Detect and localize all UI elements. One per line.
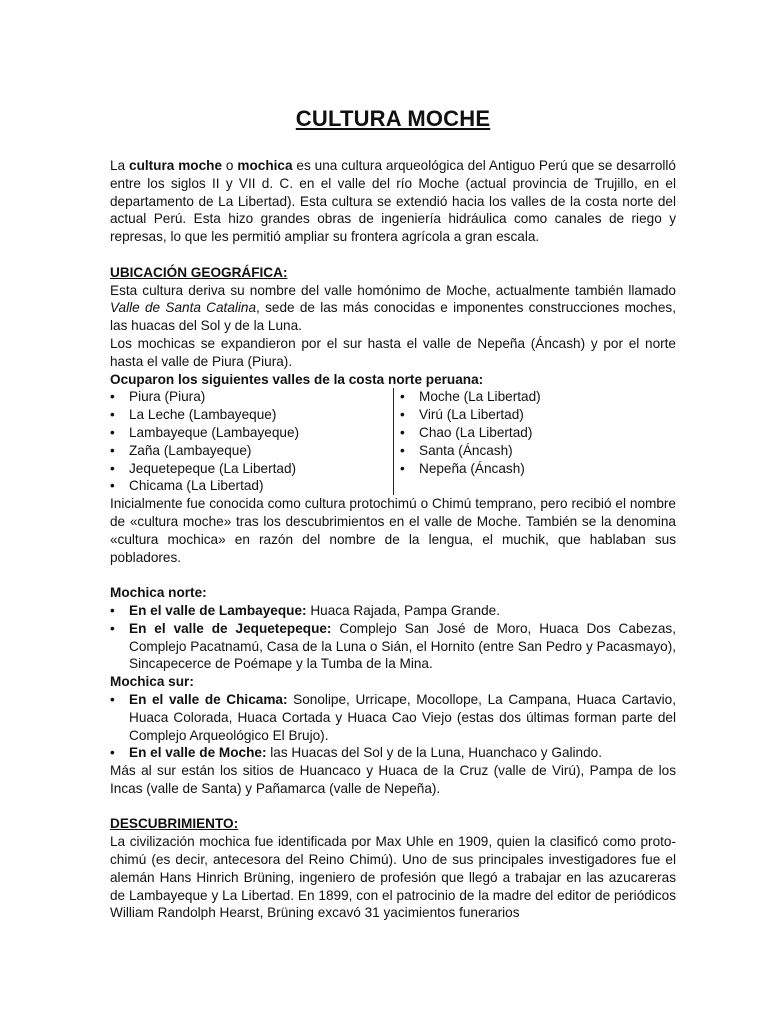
list-item-label: En el valle de Moche: (129, 745, 267, 761)
ubicacion-text: Esta cultura deriva su nombre del valle homónimo de Moche, actualmente también llamado (110, 282, 676, 298)
valleys-heading: Ocuparon los siguientes valles de la costa norte peruana: (110, 371, 484, 387)
spacer (110, 246, 676, 264)
list-item (110, 602, 676, 620)
valley-item: • Chicama (La Libertad) (110, 477, 393, 495)
list-item-text: las Huacas del Sol y de la Luna, Huanchaco y Galindo. (266, 745, 603, 761)
list-item (110, 744, 676, 762)
page-title: CULTURA MOCHE (295, 106, 491, 131)
intro-paragraph (110, 157, 676, 246)
intro-bold-term: mochica (237, 158, 293, 173)
valley-item: • Santa (Áncash) (400, 442, 541, 460)
ubicacion-text: , sede de las más conocidas e imponentes construcciones moches, las huacas del Sol y de la Luna. (110, 300, 676, 334)
ubicacion-paragraph-2: Los mochicas se expandieron por el sur hasta el valle de Nepeña (Áncash) y por el norte hasta el valle de Piura (Piura). (110, 335, 676, 369)
intro-text: es una cultura arqueológica del Antiguo Perú que se desarrolló entre los siglos II y VII d. C. en el valle del río Moche (actual provincia de Trujillo, en el departamento de La Libertad). Esta cultura se extendió hacia los valles de la costa norte del actual Perú. Esta hizo grandes obras de ingeniería hidráulica como canales de riego y represas, lo que les permitió ampliar su frontera agrícola a gran escala. (110, 158, 676, 245)
section-heading-ubicacion: UBICACIÓN GEOGRÁFICA: (110, 264, 288, 280)
valley-item: • Chao (La Libertad) (400, 424, 541, 442)
intro-text: La (110, 158, 130, 173)
valley-item: • Zaña (Lambayeque) (110, 442, 393, 460)
valley-item: • Virú (La Libertad) (400, 406, 541, 424)
valleys-list-left (110, 388, 394, 495)
valleys-columns (110, 388, 676, 495)
section-heading-descubrimiento: DESCUBRIMIENTO: (110, 816, 239, 832)
descubrimiento-paragraph: La civilización mochica fue identificada por Max Uhle en 1909, quien la clasificó como proto-chimú (es decir, antecesora del Reino Chimú). Uno de sus principales investigadores fue el alemán Hans Hinrich Brüning, ingeniero de profesión que llegó a trabajar en las azucareras de Lambayeque y La Libertad. En 1899, con el patrocinio de la madre del editor de periódicos William Randolph Hearst, Brüning excavó 31 yacimientos funerarios (110, 834, 676, 921)
intro-bold-term: cultura moche (129, 158, 223, 173)
mochica-sur-paragraph: Más al sur están los sitios de Huancaco y Huaca de la Cruz (valle de Virú), Pampa de los Incas (valle de Santa) y Pañamarca (valle de Nepeña). (110, 763, 676, 796)
list-item (110, 691, 676, 744)
list-item-label: En el valle de Lambayeque: (129, 602, 307, 618)
ubicacion-paragraph-1 (110, 282, 676, 335)
valley-item: • La Leche (Lambayeque) (110, 406, 393, 424)
valley-item: • Nepeña (Áncash) (400, 460, 541, 478)
spacer (110, 566, 676, 584)
intro-text: o (222, 158, 238, 173)
mochica-sur-heading: Mochica sur: (110, 674, 194, 690)
valleys-list-right (394, 388, 541, 495)
list-item-text: Sonolipe, Urricape, Mocollope, La Campana, Huaca Cartavio, Huaca Colorada, Huaca Cortada y Huaca Cao Viejo (estas dos últimas forman parte del Complejo Arqueológico El Brujo). (129, 691, 676, 743)
spacer (110, 798, 676, 816)
list-item-text: Complejo San José de Moro, Huaca Dos Cabezas, Complejo Pacatnamú, Casa de la Luna o Sián, el Hornito (entre San Pedro y Pacasmayo), Sincapecerce de Poémape y la Tumba de la Mina. (129, 620, 676, 672)
list-item-text: Huaca Rajada, Pampa Grande. (306, 602, 500, 618)
mochica-norte-list (110, 602, 676, 673)
list-item (110, 620, 676, 673)
valley-item: • Piura (Piura) (110, 388, 393, 406)
valley-item: • Jequetepeque (La Libertad) (110, 460, 393, 478)
list-item-label: En el valle de Jequetepeque: (129, 620, 332, 636)
mochica-norte-heading: Mochica norte: (110, 585, 207, 601)
list-item-label: En el valle de Chicama: (129, 691, 288, 707)
ubicacion-paragraph-3: Inicialmente fue conocida como cultura protochimú o Chimú temprano, pero recibió el nombre de «cultura moche» tras los descubrimientos en el valle de Moche. También se la denomina «cultura mochica» en razón del nombre de la lengua, el muchik, que hablaban sus pobladores. (110, 496, 676, 565)
valley-item: • Moche (La Libertad) (400, 388, 541, 406)
mochica-sur-list (110, 691, 676, 762)
valley-item: • Lambayeque (Lambayeque) (110, 424, 393, 442)
ubicacion-italic-text: Valle de Santa Catalina (110, 300, 257, 316)
